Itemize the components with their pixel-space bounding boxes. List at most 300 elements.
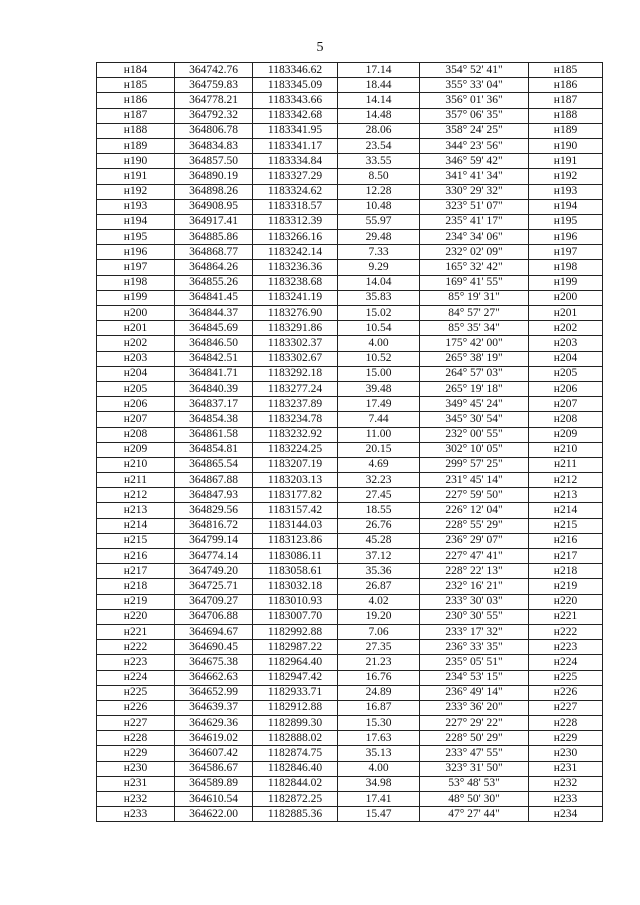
x-coordinate-cell: 364885.86 bbox=[175, 230, 253, 245]
table-row bbox=[97, 214, 603, 229]
table-row bbox=[97, 807, 603, 822]
x-coordinate-cell: 364908.95 bbox=[175, 199, 253, 214]
to-point-cell: н230 bbox=[529, 746, 603, 761]
from-point-cell: н202 bbox=[97, 336, 175, 351]
table-row bbox=[97, 533, 603, 548]
y-coordinate-cell: 1182933.71 bbox=[253, 685, 338, 700]
y-coordinate-cell: 1183238.68 bbox=[253, 275, 338, 290]
from-point-cell: н185 bbox=[97, 78, 175, 93]
distance-cell: 17.49 bbox=[338, 397, 420, 412]
from-point-cell: н196 bbox=[97, 245, 175, 260]
x-coordinate-cell: 364742.76 bbox=[175, 63, 253, 78]
to-point-cell: н209 bbox=[529, 427, 603, 442]
y-coordinate-cell: 1183236.36 bbox=[253, 260, 338, 275]
to-point-cell: н203 bbox=[529, 336, 603, 351]
table-row bbox=[97, 488, 603, 503]
bearing-cell: 232° 02' 09" bbox=[420, 245, 529, 260]
x-coordinate-cell: 364837.17 bbox=[175, 397, 253, 412]
x-coordinate-cell: 364844.37 bbox=[175, 306, 253, 321]
table-row bbox=[97, 792, 603, 807]
to-point-cell: н231 bbox=[529, 761, 603, 776]
distance-cell: 15.30 bbox=[338, 716, 420, 731]
y-coordinate-cell: 1183334.84 bbox=[253, 154, 338, 169]
to-point-cell: н218 bbox=[529, 564, 603, 579]
distance-cell: 14.04 bbox=[338, 275, 420, 290]
x-coordinate-cell: 364619.02 bbox=[175, 731, 253, 746]
bearing-cell: 355° 33' 04" bbox=[420, 78, 529, 93]
distance-cell: 4.02 bbox=[338, 594, 420, 609]
from-point-cell: н213 bbox=[97, 503, 175, 518]
table-row bbox=[97, 230, 603, 245]
to-point-cell: н194 bbox=[529, 199, 603, 214]
bearing-cell: 264° 57' 03" bbox=[420, 366, 529, 381]
table-row bbox=[97, 716, 603, 731]
table-row bbox=[97, 108, 603, 123]
y-coordinate-cell: 1183242.14 bbox=[253, 245, 338, 260]
from-point-cell: н205 bbox=[97, 381, 175, 396]
y-coordinate-cell: 1183327.29 bbox=[253, 169, 338, 184]
distance-cell: 4.00 bbox=[338, 336, 420, 351]
bearing-cell: 228° 22' 13" bbox=[420, 564, 529, 579]
distance-cell: 37.12 bbox=[338, 549, 420, 564]
bearing-cell: 165° 32' 42" bbox=[420, 260, 529, 275]
bearing-cell: 228° 50' 29" bbox=[420, 731, 529, 746]
from-point-cell: н184 bbox=[97, 63, 175, 78]
from-point-cell: н215 bbox=[97, 533, 175, 548]
to-point-cell: н185 bbox=[529, 63, 603, 78]
bearing-cell: 234° 34' 06" bbox=[420, 230, 529, 245]
bearing-cell: 234° 53' 15" bbox=[420, 670, 529, 685]
x-coordinate-cell: 364706.88 bbox=[175, 609, 253, 624]
bearing-cell: 330° 29' 32" bbox=[420, 184, 529, 199]
y-coordinate-cell: 1182888.02 bbox=[253, 731, 338, 746]
distance-cell: 7.06 bbox=[338, 624, 420, 639]
distance-cell: 35.13 bbox=[338, 746, 420, 761]
to-point-cell: н217 bbox=[529, 549, 603, 564]
to-point-cell: н216 bbox=[529, 533, 603, 548]
from-point-cell: н225 bbox=[97, 685, 175, 700]
x-coordinate-cell: 364622.00 bbox=[175, 807, 253, 822]
distance-cell: 23.54 bbox=[338, 138, 420, 153]
from-point-cell: н201 bbox=[97, 321, 175, 336]
table-row bbox=[97, 260, 603, 275]
to-point-cell: н227 bbox=[529, 700, 603, 715]
bearing-cell: 265° 19' 18" bbox=[420, 381, 529, 396]
bearing-cell: 227° 29' 22" bbox=[420, 716, 529, 731]
from-point-cell: н208 bbox=[97, 427, 175, 442]
table-row bbox=[97, 154, 603, 169]
distance-cell: 29.48 bbox=[338, 230, 420, 245]
to-point-cell: н208 bbox=[529, 412, 603, 427]
distance-cell: 10.52 bbox=[338, 351, 420, 366]
bearing-cell: 345° 30' 54" bbox=[420, 412, 529, 427]
to-point-cell: н205 bbox=[529, 366, 603, 381]
x-coordinate-cell: 364589.89 bbox=[175, 776, 253, 791]
distance-cell: 7.33 bbox=[338, 245, 420, 260]
y-coordinate-cell: 1183241.19 bbox=[253, 290, 338, 305]
x-coordinate-cell: 364868.77 bbox=[175, 245, 253, 260]
bearing-cell: 85° 19' 31" bbox=[420, 290, 529, 305]
from-point-cell: н191 bbox=[97, 169, 175, 184]
to-point-cell: н201 bbox=[529, 306, 603, 321]
table-row bbox=[97, 397, 603, 412]
from-point-cell: н190 bbox=[97, 154, 175, 169]
from-point-cell: н186 bbox=[97, 93, 175, 108]
bearing-cell: 341° 41' 34" bbox=[420, 169, 529, 184]
from-point-cell: н198 bbox=[97, 275, 175, 290]
bearing-cell: 344° 23' 56" bbox=[420, 138, 529, 153]
x-coordinate-cell: 364799.14 bbox=[175, 533, 253, 548]
table-row bbox=[97, 457, 603, 472]
bearing-cell: 236° 33' 35" bbox=[420, 640, 529, 655]
bearing-cell: 84° 57' 27" bbox=[420, 306, 529, 321]
x-coordinate-cell: 364846.50 bbox=[175, 336, 253, 351]
distance-cell: 27.35 bbox=[338, 640, 420, 655]
distance-cell: 35.83 bbox=[338, 290, 420, 305]
y-coordinate-cell: 1183318.57 bbox=[253, 199, 338, 214]
to-point-cell: н219 bbox=[529, 579, 603, 594]
from-point-cell: н227 bbox=[97, 716, 175, 731]
bearing-cell: 236° 49' 14" bbox=[420, 685, 529, 700]
to-point-cell: н225 bbox=[529, 670, 603, 685]
y-coordinate-cell: 1183341.17 bbox=[253, 138, 338, 153]
bearing-cell: 236° 29' 07" bbox=[420, 533, 529, 548]
distance-cell: 16.87 bbox=[338, 700, 420, 715]
x-coordinate-cell: 364694.67 bbox=[175, 624, 253, 639]
to-point-cell: н210 bbox=[529, 442, 603, 457]
from-point-cell: н223 bbox=[97, 655, 175, 670]
table-row bbox=[97, 351, 603, 366]
table-row bbox=[97, 78, 603, 93]
to-point-cell: н215 bbox=[529, 518, 603, 533]
bearing-cell: 169° 41' 55" bbox=[420, 275, 529, 290]
bearing-cell: 357° 06' 35" bbox=[420, 108, 529, 123]
distance-cell: 11.00 bbox=[338, 427, 420, 442]
y-coordinate-cell: 1183324.62 bbox=[253, 184, 338, 199]
table-row bbox=[97, 169, 603, 184]
y-coordinate-cell: 1183086.11 bbox=[253, 549, 338, 564]
x-coordinate-cell: 364845.69 bbox=[175, 321, 253, 336]
y-coordinate-cell: 1183345.09 bbox=[253, 78, 338, 93]
x-coordinate-cell: 364854.81 bbox=[175, 442, 253, 457]
y-coordinate-cell: 1183144.03 bbox=[253, 518, 338, 533]
distance-cell: 17.63 bbox=[338, 731, 420, 746]
from-point-cell: н200 bbox=[97, 306, 175, 321]
to-point-cell: н233 bbox=[529, 792, 603, 807]
bearing-cell: 232° 16' 21" bbox=[420, 579, 529, 594]
from-point-cell: н220 bbox=[97, 609, 175, 624]
from-point-cell: н210 bbox=[97, 457, 175, 472]
y-coordinate-cell: 1183341.95 bbox=[253, 123, 338, 138]
from-point-cell: н217 bbox=[97, 564, 175, 579]
from-point-cell: н188 bbox=[97, 123, 175, 138]
distance-cell: 20.15 bbox=[338, 442, 420, 457]
from-point-cell: н194 bbox=[97, 214, 175, 229]
bearing-cell: 47° 27' 44" bbox=[420, 807, 529, 822]
distance-cell: 28.06 bbox=[338, 123, 420, 138]
table-row bbox=[97, 549, 603, 564]
distance-cell: 12.28 bbox=[338, 184, 420, 199]
x-coordinate-cell: 364861.58 bbox=[175, 427, 253, 442]
distance-cell: 16.76 bbox=[338, 670, 420, 685]
x-coordinate-cell: 364841.71 bbox=[175, 366, 253, 381]
x-coordinate-cell: 364652.99 bbox=[175, 685, 253, 700]
distance-cell: 17.41 bbox=[338, 792, 420, 807]
to-point-cell: н213 bbox=[529, 488, 603, 503]
table-row bbox=[97, 366, 603, 381]
bearing-cell: 85° 35' 34" bbox=[420, 321, 529, 336]
bearing-cell: 354° 52' 41" bbox=[420, 63, 529, 78]
from-point-cell: н224 bbox=[97, 670, 175, 685]
bearing-cell: 227° 47' 41" bbox=[420, 549, 529, 564]
y-coordinate-cell: 1182899.30 bbox=[253, 716, 338, 731]
bearing-cell: 265° 38' 19" bbox=[420, 351, 529, 366]
from-point-cell: н231 bbox=[97, 776, 175, 791]
distance-cell: 39.48 bbox=[338, 381, 420, 396]
from-point-cell: н216 bbox=[97, 549, 175, 564]
table-row bbox=[97, 321, 603, 336]
y-coordinate-cell: 1183346.62 bbox=[253, 63, 338, 78]
table-row bbox=[97, 306, 603, 321]
bearing-cell: 356° 01' 36" bbox=[420, 93, 529, 108]
y-coordinate-cell: 1183302.67 bbox=[253, 351, 338, 366]
from-point-cell: н218 bbox=[97, 579, 175, 594]
x-coordinate-cell: 364898.26 bbox=[175, 184, 253, 199]
table-row bbox=[97, 776, 603, 791]
distance-cell: 26.76 bbox=[338, 518, 420, 533]
x-coordinate-cell: 364865.54 bbox=[175, 457, 253, 472]
y-coordinate-cell: 1183343.66 bbox=[253, 93, 338, 108]
x-coordinate-cell: 364917.41 bbox=[175, 214, 253, 229]
distance-cell: 27.45 bbox=[338, 488, 420, 503]
bearing-cell: 233° 47' 55" bbox=[420, 746, 529, 761]
to-point-cell: н202 bbox=[529, 321, 603, 336]
y-coordinate-cell: 1183207.19 bbox=[253, 457, 338, 472]
table-row bbox=[97, 138, 603, 153]
table-row bbox=[97, 700, 603, 715]
to-point-cell: н222 bbox=[529, 624, 603, 639]
x-coordinate-cell: 364586.67 bbox=[175, 761, 253, 776]
coordinates-table bbox=[96, 62, 603, 822]
to-point-cell: н223 bbox=[529, 640, 603, 655]
y-coordinate-cell: 1183302.37 bbox=[253, 336, 338, 351]
table-row bbox=[97, 731, 603, 746]
to-point-cell: н198 bbox=[529, 260, 603, 275]
table-row bbox=[97, 63, 603, 78]
y-coordinate-cell: 1183123.86 bbox=[253, 533, 338, 548]
x-coordinate-cell: 364639.37 bbox=[175, 700, 253, 715]
bearing-cell: 233° 30' 03" bbox=[420, 594, 529, 609]
from-point-cell: н221 bbox=[97, 624, 175, 639]
table-row bbox=[97, 336, 603, 351]
y-coordinate-cell: 1183203.13 bbox=[253, 473, 338, 488]
from-point-cell: н230 bbox=[97, 761, 175, 776]
bearing-cell: 235° 41' 17" bbox=[420, 214, 529, 229]
table-row bbox=[97, 685, 603, 700]
distance-cell: 35.36 bbox=[338, 564, 420, 579]
distance-cell: 19.20 bbox=[338, 609, 420, 624]
table-row bbox=[97, 503, 603, 518]
x-coordinate-cell: 364607.42 bbox=[175, 746, 253, 761]
from-point-cell: н232 bbox=[97, 792, 175, 807]
distance-cell: 8.50 bbox=[338, 169, 420, 184]
to-point-cell: н190 bbox=[529, 138, 603, 153]
table-row bbox=[97, 290, 603, 305]
x-coordinate-cell: 364774.14 bbox=[175, 549, 253, 564]
bearing-cell: 53° 48' 53" bbox=[420, 776, 529, 791]
bearing-cell: 233° 17' 32" bbox=[420, 624, 529, 639]
y-coordinate-cell: 1183342.68 bbox=[253, 108, 338, 123]
from-point-cell: н228 bbox=[97, 731, 175, 746]
distance-cell: 45.28 bbox=[338, 533, 420, 548]
y-coordinate-cell: 1183277.24 bbox=[253, 381, 338, 396]
to-point-cell: н211 bbox=[529, 457, 603, 472]
to-point-cell: н186 bbox=[529, 78, 603, 93]
distance-cell: 18.55 bbox=[338, 503, 420, 518]
y-coordinate-cell: 1183177.82 bbox=[253, 488, 338, 503]
y-coordinate-cell: 1182912.88 bbox=[253, 700, 338, 715]
from-point-cell: н199 bbox=[97, 290, 175, 305]
table-row bbox=[97, 245, 603, 260]
from-point-cell: н212 bbox=[97, 488, 175, 503]
from-point-cell: н192 bbox=[97, 184, 175, 199]
x-coordinate-cell: 364854.38 bbox=[175, 412, 253, 427]
to-point-cell: н221 bbox=[529, 609, 603, 624]
bearing-cell: 323° 51' 07" bbox=[420, 199, 529, 214]
y-coordinate-cell: 1183224.25 bbox=[253, 442, 338, 457]
to-point-cell: н195 bbox=[529, 214, 603, 229]
from-point-cell: н226 bbox=[97, 700, 175, 715]
distance-cell: 15.00 bbox=[338, 366, 420, 381]
table-row bbox=[97, 518, 603, 533]
bearing-cell: 231° 45' 14" bbox=[420, 473, 529, 488]
bearing-cell: 175° 42' 00" bbox=[420, 336, 529, 351]
to-point-cell: н220 bbox=[529, 594, 603, 609]
table-row bbox=[97, 93, 603, 108]
y-coordinate-cell: 1182947.42 bbox=[253, 670, 338, 685]
y-coordinate-cell: 1183312.39 bbox=[253, 214, 338, 229]
to-point-cell: н192 bbox=[529, 169, 603, 184]
to-point-cell: н188 bbox=[529, 108, 603, 123]
distance-cell: 17.14 bbox=[338, 63, 420, 78]
y-coordinate-cell: 1183007.70 bbox=[253, 609, 338, 624]
bearing-cell: 358° 24' 25" bbox=[420, 123, 529, 138]
y-coordinate-cell: 1183232.92 bbox=[253, 427, 338, 442]
x-coordinate-cell: 364829.56 bbox=[175, 503, 253, 518]
x-coordinate-cell: 364840.39 bbox=[175, 381, 253, 396]
y-coordinate-cell: 1183032.18 bbox=[253, 579, 338, 594]
distance-cell: 15.02 bbox=[338, 306, 420, 321]
to-point-cell: н232 bbox=[529, 776, 603, 791]
distance-cell: 9.29 bbox=[338, 260, 420, 275]
from-point-cell: н209 bbox=[97, 442, 175, 457]
y-coordinate-cell: 1182844.02 bbox=[253, 776, 338, 791]
distance-cell: 4.69 bbox=[338, 457, 420, 472]
x-coordinate-cell: 364855.26 bbox=[175, 275, 253, 290]
x-coordinate-cell: 364629.36 bbox=[175, 716, 253, 731]
distance-cell: 34.98 bbox=[338, 776, 420, 791]
x-coordinate-cell: 364675.38 bbox=[175, 655, 253, 670]
from-point-cell: н204 bbox=[97, 366, 175, 381]
from-point-cell: н193 bbox=[97, 199, 175, 214]
y-coordinate-cell: 1183291.86 bbox=[253, 321, 338, 336]
x-coordinate-cell: 364847.93 bbox=[175, 488, 253, 503]
from-point-cell: н203 bbox=[97, 351, 175, 366]
distance-cell: 18.44 bbox=[338, 78, 420, 93]
to-point-cell: н204 bbox=[529, 351, 603, 366]
table-row bbox=[97, 442, 603, 457]
table-row bbox=[97, 184, 603, 199]
from-point-cell: н211 bbox=[97, 473, 175, 488]
table-row bbox=[97, 275, 603, 290]
y-coordinate-cell: 1183292.18 bbox=[253, 366, 338, 381]
table-row bbox=[97, 761, 603, 776]
distance-cell: 10.54 bbox=[338, 321, 420, 336]
distance-cell: 14.48 bbox=[338, 108, 420, 123]
bearing-cell: 349° 45' 24" bbox=[420, 397, 529, 412]
x-coordinate-cell: 364792.32 bbox=[175, 108, 253, 123]
x-coordinate-cell: 364778.21 bbox=[175, 93, 253, 108]
x-coordinate-cell: 364816.72 bbox=[175, 518, 253, 533]
table-row bbox=[97, 655, 603, 670]
table-row bbox=[97, 746, 603, 761]
to-point-cell: н229 bbox=[529, 731, 603, 746]
to-point-cell: н197 bbox=[529, 245, 603, 260]
from-point-cell: н197 bbox=[97, 260, 175, 275]
y-coordinate-cell: 1183157.42 bbox=[253, 503, 338, 518]
distance-cell: 33.55 bbox=[338, 154, 420, 169]
to-point-cell: н196 bbox=[529, 230, 603, 245]
bearing-cell: 346° 59' 42" bbox=[420, 154, 529, 169]
from-point-cell: н229 bbox=[97, 746, 175, 761]
y-coordinate-cell: 1182987.22 bbox=[253, 640, 338, 655]
bearing-cell: 232° 00' 55" bbox=[420, 427, 529, 442]
distance-cell: 55.97 bbox=[338, 214, 420, 229]
x-coordinate-cell: 364841.45 bbox=[175, 290, 253, 305]
from-point-cell: н206 bbox=[97, 397, 175, 412]
to-point-cell: н200 bbox=[529, 290, 603, 305]
from-point-cell: н187 bbox=[97, 108, 175, 123]
distance-cell: 15.47 bbox=[338, 807, 420, 822]
distance-cell: 14.14 bbox=[338, 93, 420, 108]
from-point-cell: н222 bbox=[97, 640, 175, 655]
to-point-cell: н193 bbox=[529, 184, 603, 199]
x-coordinate-cell: 364709.27 bbox=[175, 594, 253, 609]
x-coordinate-cell: 364610.54 bbox=[175, 792, 253, 807]
table-row bbox=[97, 594, 603, 609]
page-number: 5 bbox=[316, 40, 324, 55]
x-coordinate-cell: 364759.83 bbox=[175, 78, 253, 93]
bearing-cell: 230° 30' 55" bbox=[420, 609, 529, 624]
table-row bbox=[97, 412, 603, 427]
from-point-cell: н207 bbox=[97, 412, 175, 427]
x-coordinate-cell: 364690.45 bbox=[175, 640, 253, 655]
y-coordinate-cell: 1182992.88 bbox=[253, 624, 338, 639]
y-coordinate-cell: 1183234.78 bbox=[253, 412, 338, 427]
from-point-cell: н233 bbox=[97, 807, 175, 822]
y-coordinate-cell: 1183010.93 bbox=[253, 594, 338, 609]
from-point-cell: н214 bbox=[97, 518, 175, 533]
distance-cell: 32.23 bbox=[338, 473, 420, 488]
distance-cell: 21.23 bbox=[338, 655, 420, 670]
to-point-cell: н226 bbox=[529, 685, 603, 700]
y-coordinate-cell: 1182964.40 bbox=[253, 655, 338, 670]
table-row bbox=[97, 381, 603, 396]
x-coordinate-cell: 364864.26 bbox=[175, 260, 253, 275]
y-coordinate-cell: 1182874.75 bbox=[253, 746, 338, 761]
y-coordinate-cell: 1183266.16 bbox=[253, 230, 338, 245]
y-coordinate-cell: 1183276.90 bbox=[253, 306, 338, 321]
